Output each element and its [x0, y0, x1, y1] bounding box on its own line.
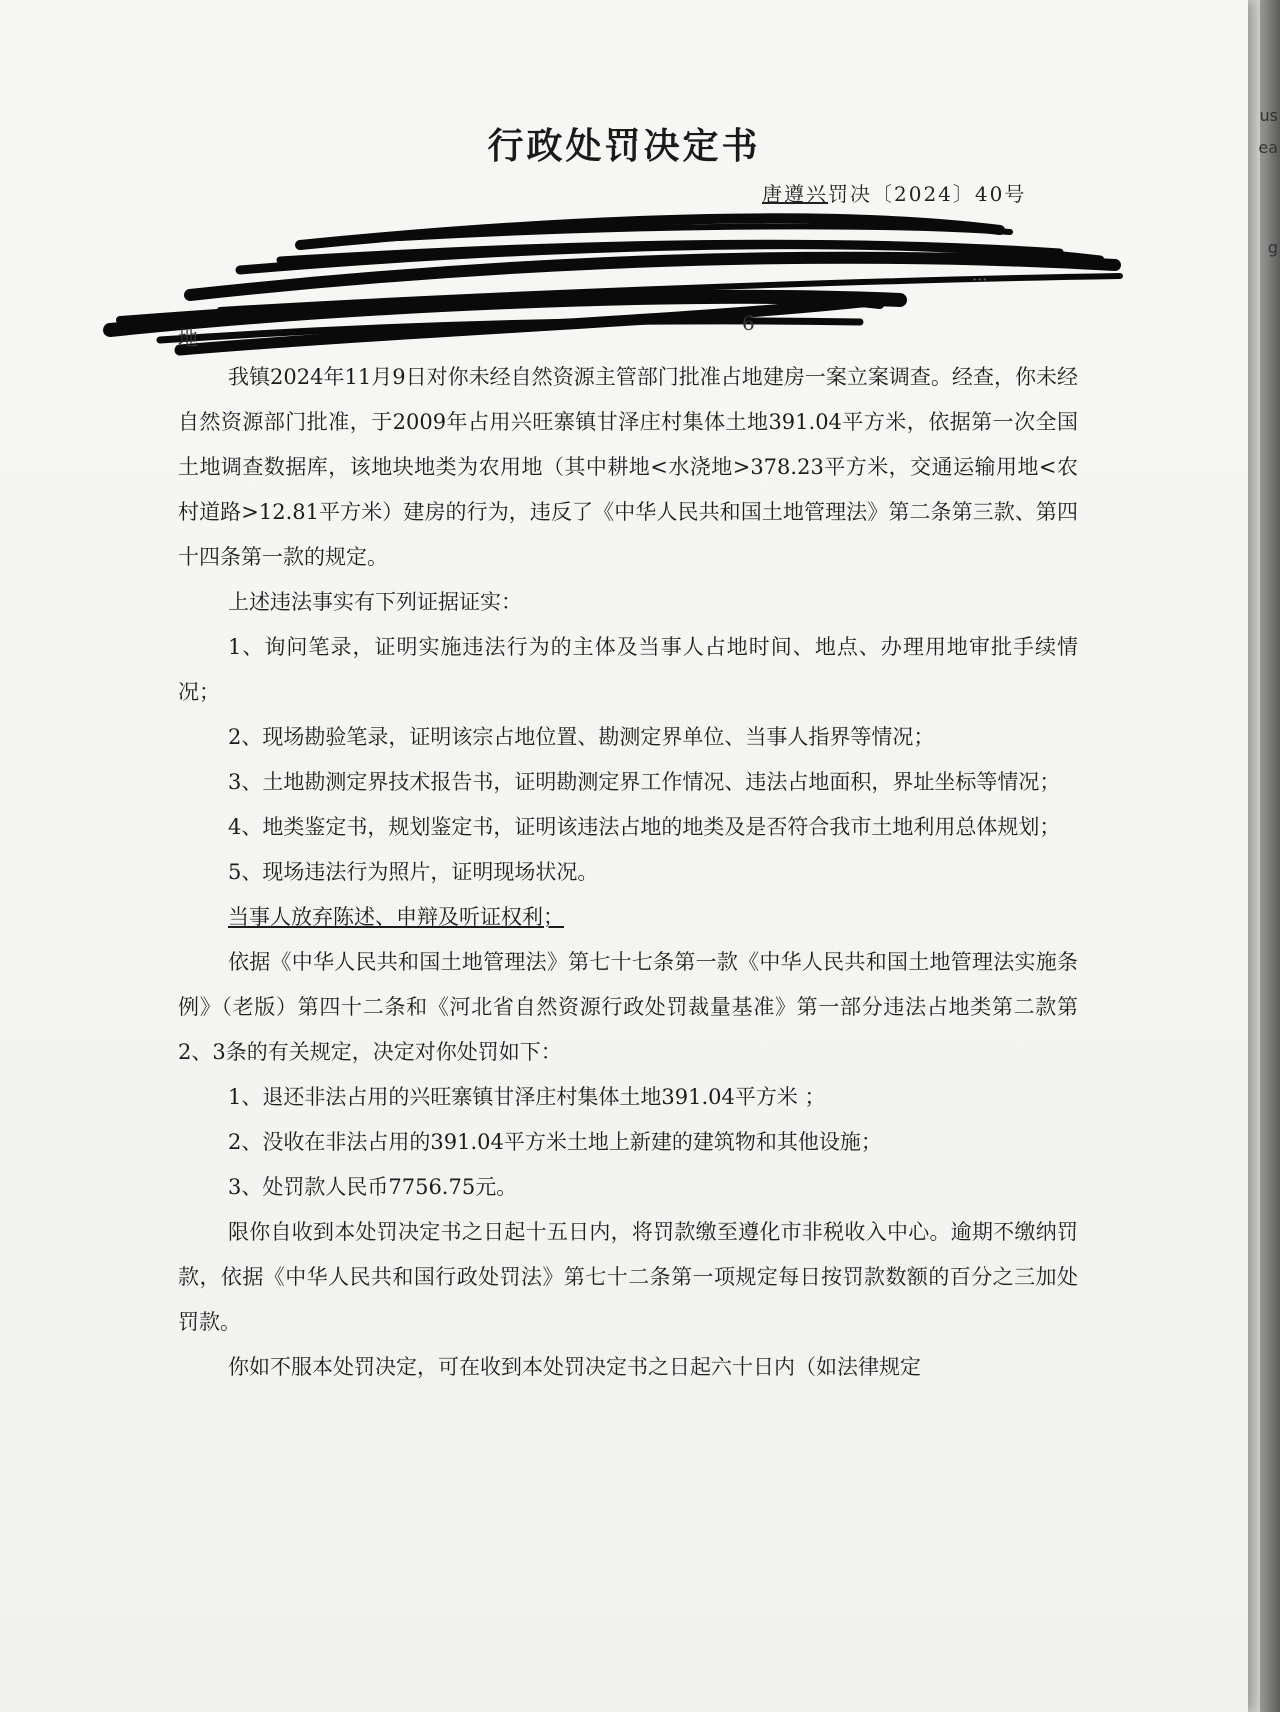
- waiver-statement: [178, 895, 1078, 940]
- paragraph: 上述违法事实有下列证据证实：: [228, 590, 522, 614]
- evidence-item: 3、土地勘测定界技术报告书，证明勘测定界工作情况、违法占地面积，界址坐标等情况；: [228, 770, 1061, 794]
- paragraph: 你如不服本处罚决定，可在收到本处罚决定书之日起六十日内（如法律规定: [228, 1355, 921, 1379]
- penalty-item: 1、退还非法占用的兴旺寨镇甘泽庄村集体土地391.04平方米 ；: [228, 1085, 826, 1109]
- evidence-item: 5、现场违法行为照片，证明现场状况。: [228, 860, 599, 884]
- document-body: [178, 355, 1078, 1390]
- doc-number-rest: 罚决〔2024〕40号: [828, 182, 1027, 206]
- adjacent-page-edge: [1260, 0, 1280, 1712]
- svg-text:···: ···: [972, 270, 988, 289]
- redacted-fragment: 6: [742, 311, 755, 335]
- waiver-text: 当事人放弃陈述、申辩及听证权利；: [228, 905, 564, 929]
- paragraph: 依据《中华人民共和国土地管理法》第七十七条第一款《中华人民共和国土地管理法实施条例》（老版）第四十二条和《河北省自然资源行政处罚裁量基准》第一部分违法占地类第二款第2、3条的有关规定，决定对你处罚如下：: [178, 950, 1078, 1064]
- doc-number-prefix: 唐遵兴: [762, 182, 828, 206]
- penalty-item: 3、处罚款人民币7756.75元。: [228, 1175, 518, 1199]
- penalty-item: 2、没收在非法占用的391.04平方米土地上新建的建筑物和其他设施；: [228, 1130, 882, 1154]
- redacted-fragment: 地: [178, 326, 198, 350]
- edge-fragment: g: [1267, 238, 1278, 257]
- paragraph: 我镇2024年11月9日对你未经自然资源主管部门批准占地建房一案立案调查。经查，你未经自然资源部门批准，于2009年占用兴旺寨镇甘泽庄村集体土地391.04平方米，依据第一次全国土地调查数据库，该地块地类为农用地（其中耕地<水浇地>378.23平方米，交通运输用地<农村道路>12.81平方米）建房的行为，违反了《中华人民共和国土地管理法》第二条第三款、第四十四条第一款的规定。: [178, 365, 1078, 569]
- edge-fragment: us: [1259, 106, 1278, 125]
- edge-fragment: ea: [1258, 138, 1278, 157]
- evidence-item: 1、询问笔录，证明实施违法行为的主体及当事人占地时间、地点、办理用地审批手续情况；: [178, 635, 1078, 704]
- document-number: [762, 178, 1026, 207]
- evidence-item: 2、现场勘验笔录，证明该宗占地位置、勘测定界单位、当事人指界等情况；: [228, 725, 935, 749]
- paragraph: 限你自收到本处罚决定书之日起十五日内，将罚款缴至遵化市非税收入中心。逾期不缴纳罚款，依据《中华人民共和国行政处罚法》第七十二条第一项规定每日按罚款数额的百分之三加处罚款。: [178, 1220, 1078, 1334]
- evidence-item: 4、地类鉴定书，规划鉴定书，证明该违法占地的地类及是否符合我市土地利用总体规划；: [228, 815, 1061, 839]
- document-title: 行政处罚决定书: [487, 125, 761, 167]
